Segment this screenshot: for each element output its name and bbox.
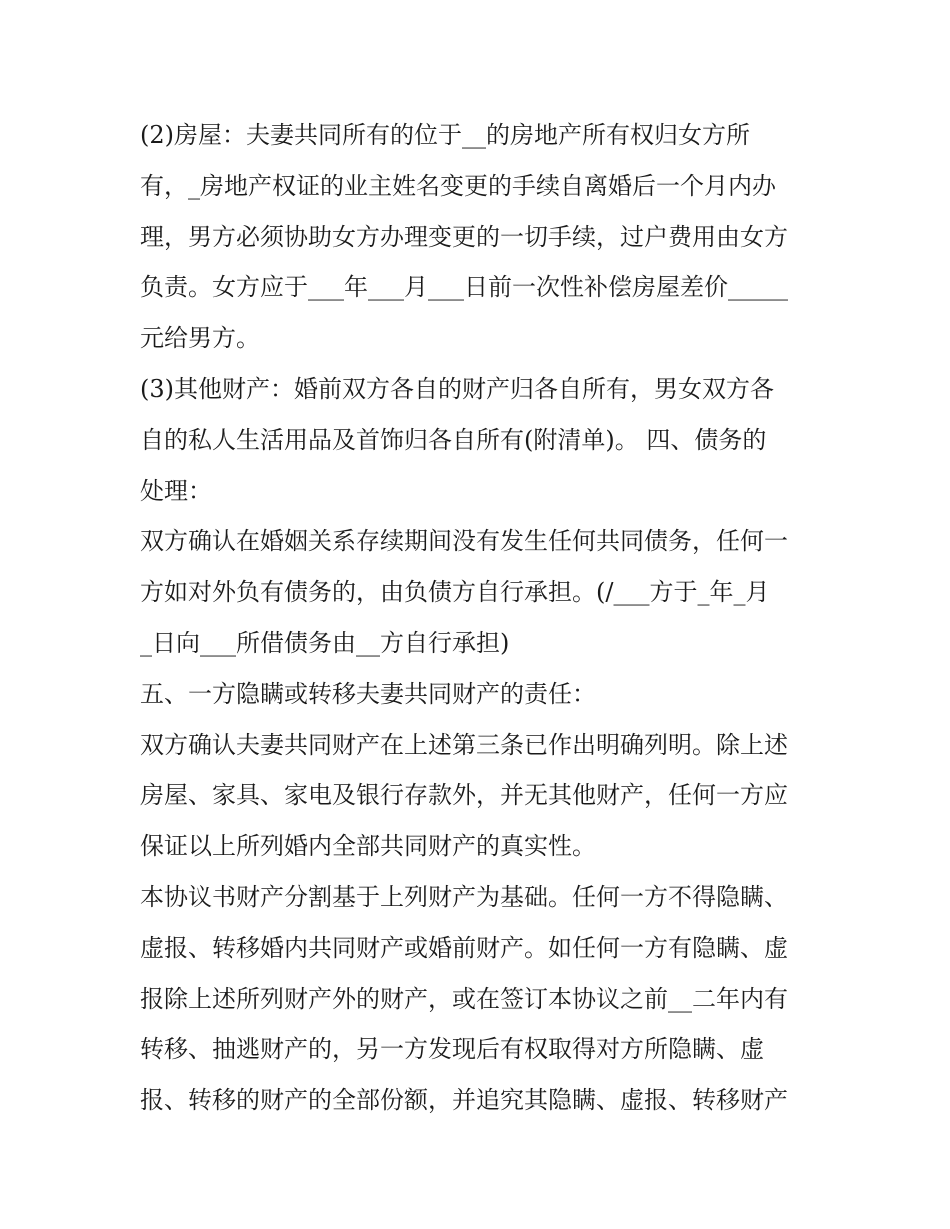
- document-body: [140, 110, 820, 1126]
- text-line: 元给男方。: [140, 324, 260, 353]
- text-line: 处理：: [140, 476, 212, 505]
- text-line: 房屋、家具、家电及银行存款外，并无其他财产，任何一方应: [140, 781, 788, 810]
- text-line: (2)房屋：夫妻共同所有的位于__的房地产所有权归女方所: [140, 121, 750, 149]
- text-line: 有，_房地产权证的业主姓名变更的手续自离婚后一个月内办: [140, 171, 776, 200]
- text-line: 保证以上所列婚内全部共同财产的真实性。: [140, 832, 596, 861]
- text-line: 五、一方隐瞒或转移夫妻共同财产的责任：: [140, 679, 596, 708]
- text-line: 虚报、转移婚内共同财产或婚前财产。如任何一方有隐瞒、虚: [140, 933, 788, 962]
- text-line: 本协议书财产分割基于上列财产为基础。任何一方不得隐瞒、: [140, 882, 788, 911]
- text-line: 理，男方必须协助女方办理变更的一切手续，过户费用由女方: [140, 222, 788, 251]
- text-line: _日向___所借债务由__方自行承担): [140, 628, 510, 657]
- text-line: 转移、抽逃财产的，另一方发现后有权取得对方所隐瞒、虚: [140, 1035, 764, 1064]
- text-line: (3)其他财产：婚前双方各自的财产归各自所有，男女双方各: [140, 374, 774, 403]
- text-line: 报除上述所列财产外的财产，或在签订本协议之前__二年内有: [140, 984, 788, 1013]
- text-line: 自的私人生活用品及首饰归各自所有(附清单)。 四、债务的: [140, 425, 767, 454]
- text-line: 双方确认夫妻共同财产在上述第三条已作出明确列明。除上述: [140, 730, 788, 759]
- text-line: 负责。女方应于___年___月___日前一次性补偿房屋差价_____: [140, 273, 788, 302]
- text-line: 报、转移的财产的全部份额，并追究其隐瞒、虚报、转移财产: [140, 1086, 788, 1115]
- text-line: 双方确认在婚姻关系存续期间没有发生任何共同债务，任何一: [140, 527, 788, 556]
- text-line: 方如对外负有债务的，由负债方自行承担。(/___方于_年_月: [140, 578, 770, 607]
